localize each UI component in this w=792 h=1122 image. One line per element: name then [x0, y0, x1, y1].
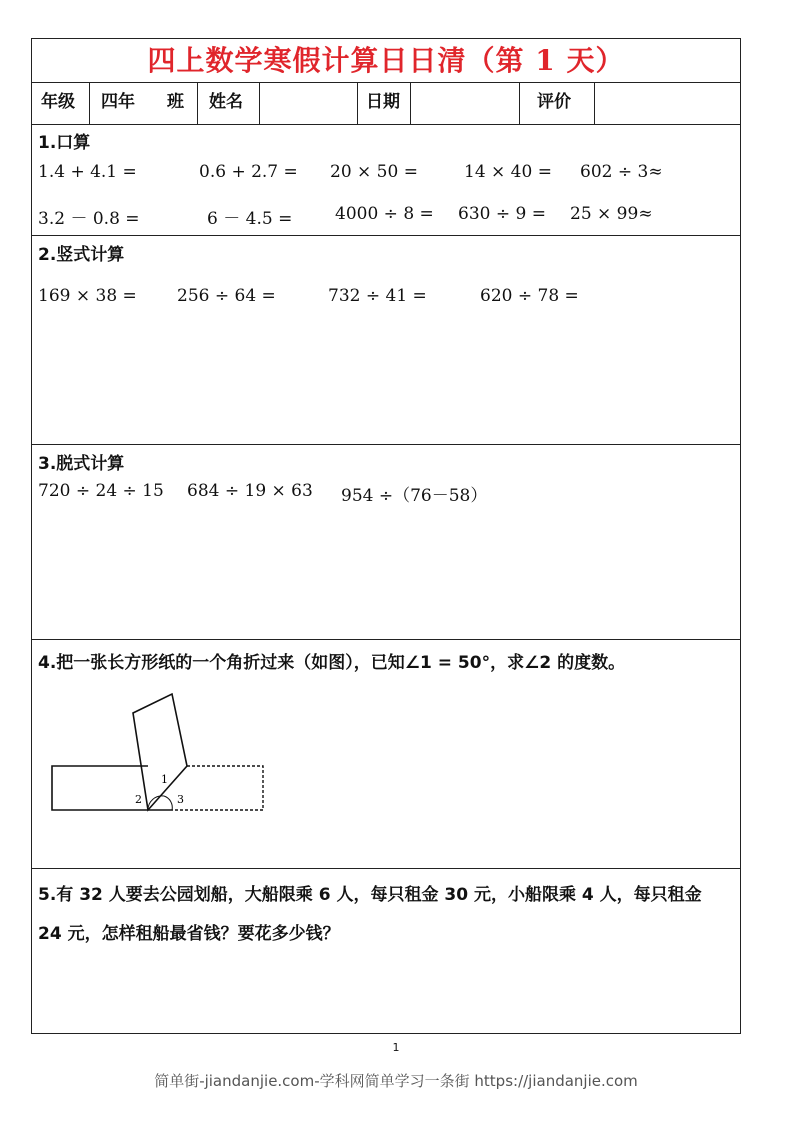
class-label: 班	[167, 92, 184, 112]
footer-text: 简单街-jiandanjie.com-学科网简单学习一条街 https://jiandanjie.com	[154, 1072, 638, 1090]
info-row	[32, 82, 740, 125]
section-2-title: 2.竖式计算	[38, 245, 125, 265]
angle-1-label: 1	[161, 773, 168, 786]
date-field[interactable]	[411, 82, 519, 124]
step-item: 720 ÷ 24 ÷ 15	[38, 481, 164, 501]
question-5-line-2: 24 元，怎样租船最省钱？要花多少钱？	[38, 924, 340, 944]
vertical-item: 256 ÷ 64 =	[177, 286, 276, 306]
oral-item: 1.4 + 4.1 =	[38, 162, 137, 182]
section-fold-angle	[32, 640, 740, 869]
worksheet	[31, 38, 741, 1034]
vertical-item: 732 ÷ 41 =	[328, 286, 427, 306]
oral-item: 14 × 40 =	[464, 162, 552, 182]
date-label: 日期	[366, 92, 400, 112]
oral-item: 4000 ÷ 8 =	[335, 204, 434, 224]
fold-diagram	[32, 640, 292, 869]
page-title: 四上数学寒假计算日日清（第 1 天）	[32, 39, 740, 83]
eval-label: 评价	[537, 92, 571, 112]
vertical-item: 169 × 38 =	[38, 286, 137, 306]
step-item: 684 ÷ 19 × 63	[187, 481, 313, 501]
oral-item: 20 × 50 =	[330, 162, 418, 182]
oral-item: 6 － 4.5 =	[207, 209, 293, 229]
section-1-title: 1.口算	[38, 133, 91, 153]
section-mental-math	[32, 124, 740, 236]
step-item: 954 ÷（76－58）	[341, 486, 488, 506]
page-number: 1	[392, 1041, 400, 1054]
oral-item: 3.2 － 0.8 =	[38, 209, 140, 229]
section-vertical-calc	[32, 236, 740, 445]
grade-label: 年级	[41, 92, 75, 112]
section-boat-problem	[32, 869, 740, 1033]
section-3-title: 3.脱式计算	[38, 454, 125, 474]
name-field[interactable]	[260, 82, 357, 124]
oral-item: 602 ÷ 3≈	[580, 162, 663, 182]
oral-item: 0.6 + 2.7 =	[199, 162, 298, 182]
section-step-calc	[32, 445, 740, 640]
grade-value: 四年	[101, 92, 135, 112]
oral-item: 630 ÷ 9 =	[458, 204, 546, 224]
angle-2-label: 2	[135, 793, 142, 806]
oral-item: 25 × 99≈	[570, 204, 653, 224]
vertical-item: 620 ÷ 78 =	[480, 286, 579, 306]
eval-field[interactable]	[595, 82, 740, 124]
name-label: 姓名	[209, 92, 243, 112]
question-4-text: 4.把一张长方形纸的一个角折过来（如图），已知∠1 = 50°，求∠2 的度数。	[38, 653, 626, 673]
angle-3-label: 3	[177, 793, 184, 806]
question-5-line-1: 5.有 32 人要去公园划船，大船限乘 6 人，每只租金 30 元，小船限乘 4 人，每只租金	[38, 885, 702, 905]
